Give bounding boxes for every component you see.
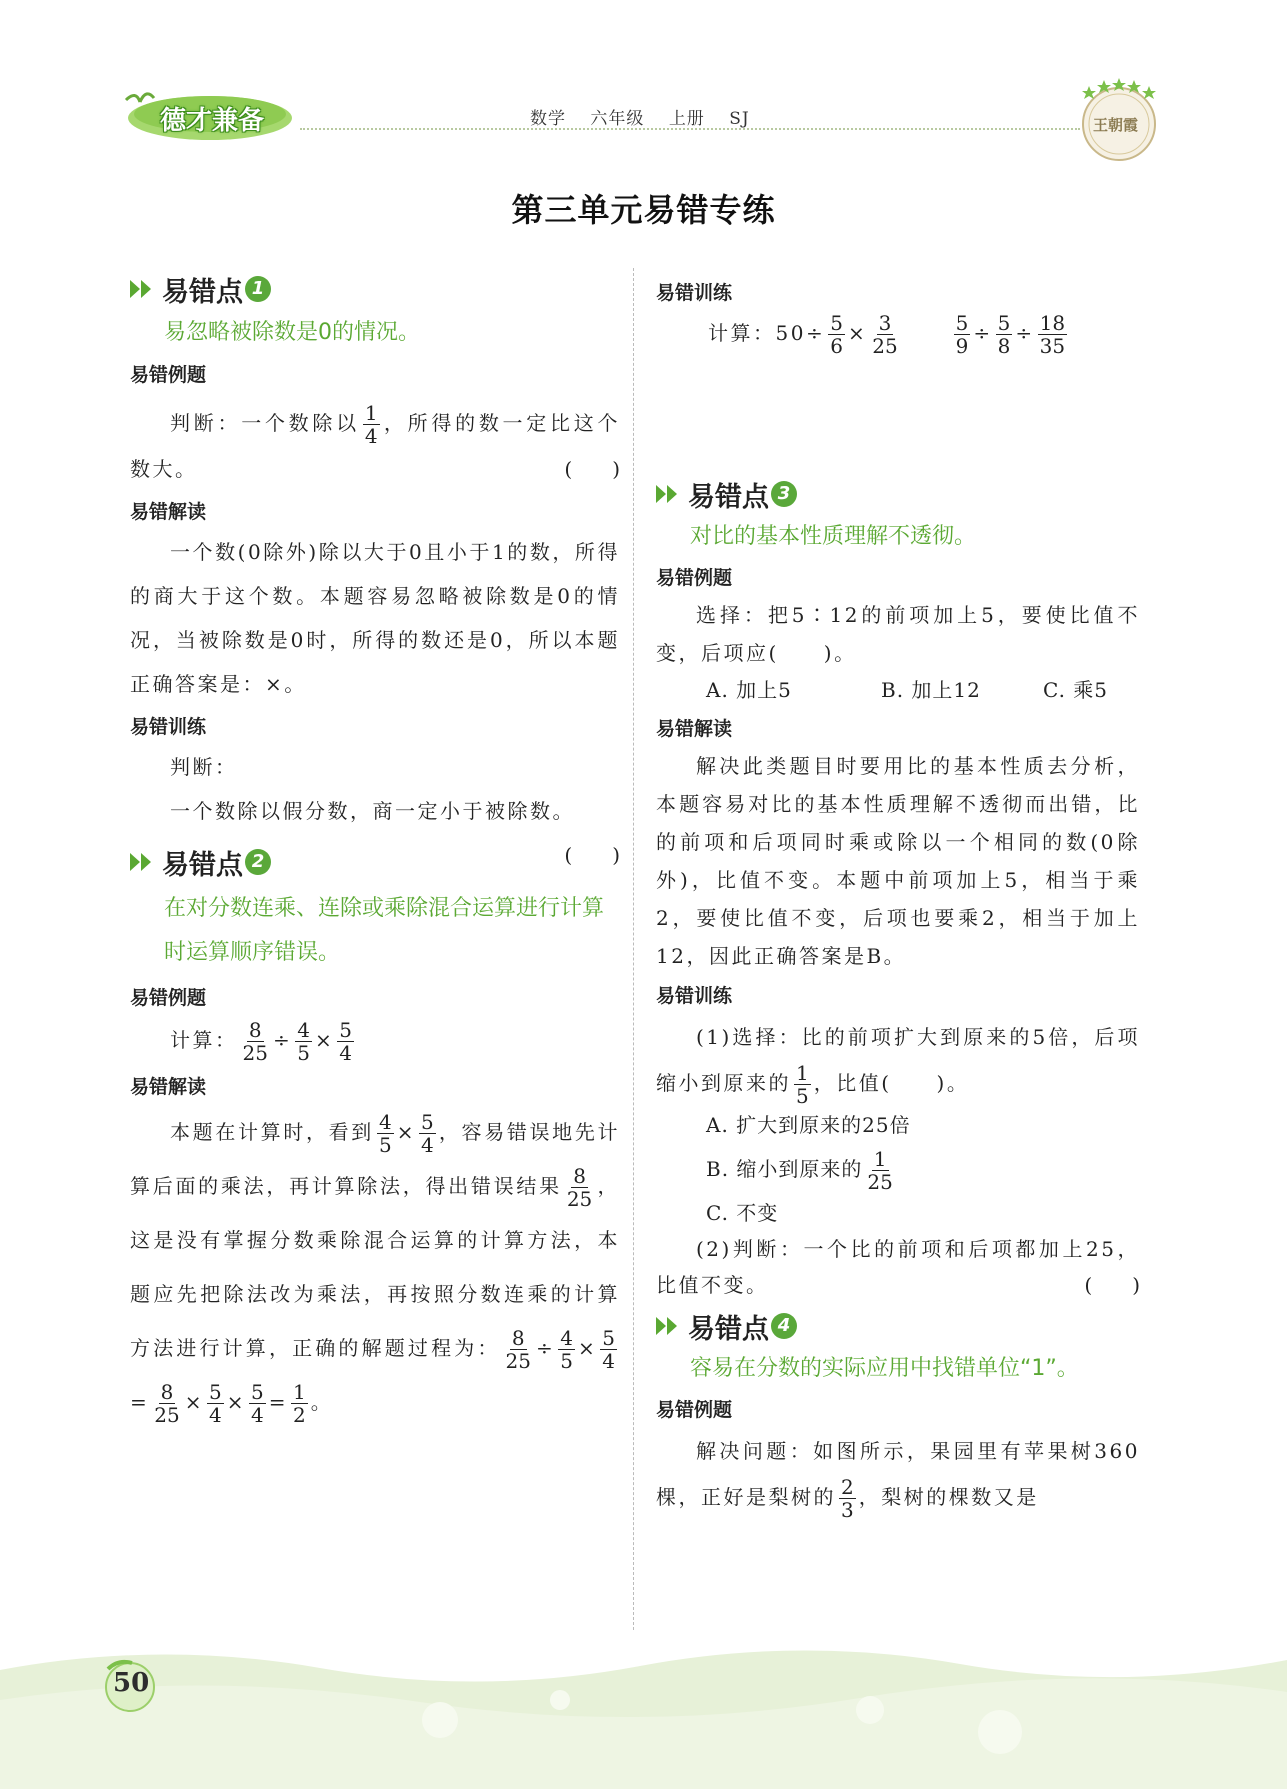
train1-option-c: C. 不变 [706,1201,779,1225]
example-label: 易错例题 [656,567,733,589]
train1-option-a: A. 扩大到原来的25倍 [706,1113,911,1137]
point-number-badge: 2 [245,849,271,875]
point-number-badge: 4 [771,1313,797,1339]
point4-example: 解决问题：如图所示，果园里有苹果树360棵，正好是梨树的 $\frac{2}{3}$ ，梨树的棵数又是 [656,1439,1140,1522]
seal-logo [1075,76,1163,164]
double-arrow-icon [656,483,682,505]
interpret-label: 易错解读 [130,1076,207,1098]
point1-subtitle: 易忽略被除数是0的情况。 [164,320,420,345]
grade: 六年级 [590,109,645,129]
option-c: C. 乘5 [1043,678,1109,702]
example-label: 易错例题 [130,364,207,386]
point3-interpret: 解决此类题目时要用比的基本性质去分析，本题容易对比的基本性质理解不透彻而出错，比的前项和后项同时乘或除以一个相同的数(0除外)，比值不变。本题中前项加上5，相当于乘2，要使比值不变，后项也要乘2，相当于加上12，因此正确答案是B。 [656,754,1140,968]
right-training-calc: 计算：50÷ $\frac{5}{6}$ × $\frac{3}{25}$ $\frac{5}{9}$ ÷ $\frac{5}{8}$ ÷ $\frac{18}{35}$ [708,311,1066,358]
point-label: 易错点 [162,849,243,881]
point3-subtitle: 对比的基本性质理解不透彻。 [690,524,977,549]
header-info [530,104,768,129]
point3-example: 选择：把5∶12的前项加上5，要使比值不变，后项应( )。 [656,603,1140,665]
point3-train1: (1)选择：比的前项扩大到原来的5倍，后项缩小到原来的 $\frac{1}{5}$ ，比值( )。 [656,1025,1140,1108]
example-label: 易错例题 [130,987,207,1009]
point2-example: 计算： $\frac{8}{25}$ ÷ $\frac{4}{5}$ × $\frac{5}{4}$ [170,1018,352,1065]
point2-interpret: 本题在计算时，看到 $\frac{4}{5}$ × $\frac{5}{4}$ ，容易错误地先计算后面的乘法，再计算除法，得出错误结果 $\frac{8}{25}$ ，这是没有掌握分数乘除混合运算的计算方法，本题应先把除法改为乘法，再按照分数连乘的计算方法进行计算，正确的解题过程为： $\frac{8}{25}$ ÷ $\frac{4}{5}$ × $\frac{5}{4}$ = $\frac{8}{25}$ × $\frac{5}{4}$ × $\frac{5}{4}$ = $\frac{1}{2}$ 。 [130,1110,621,1427]
double-arrow-icon [656,1315,682,1337]
answer-blank: ( ) [564,457,620,481]
point-number-badge: 3 [771,481,797,507]
bottom-wave [0,1640,1287,1789]
training-label: 易错训练 [656,282,733,304]
training-label: 易错训练 [656,985,733,1007]
point2-subtitle: 在对分数连乘、连除或乘除混合运算进行计算时运算顺序错误。 [164,896,605,965]
point3-options [706,672,1140,708]
point2-heading [130,843,524,881]
volume: 上册 [668,109,705,129]
right-column [656,278,1140,1521]
training-label: 易错训练 [130,716,207,738]
page-number: 50 [113,1668,150,1698]
point-label: 易错点 [162,276,243,308]
double-arrow-icon [130,851,156,873]
point-label: 易错点 [688,1313,769,1345]
double-arrow-icon [130,278,156,300]
option-b: B. 加上12 [881,678,981,702]
train1-option-b: B. 缩小到原来的 $\frac{1}{25}$ [706,1147,893,1194]
point4-heading [656,1307,1140,1345]
point1-train-intro: 判断： [170,755,238,779]
point3-heading [656,475,1140,513]
example-label: 易错例题 [656,1399,733,1421]
brand-name: 德才兼备 [160,106,265,136]
point1-heading [130,270,620,308]
column-divider [633,268,634,1630]
edition: SJ [729,109,750,129]
point1-example: 判断：一个数除以 $\frac{1}{4}$ ，所得的数一定比这个数大。 ( ) [130,401,620,491]
subject: 数学 [530,109,566,129]
option-a: A. 加上5 [706,678,792,702]
point1-train-question: 一个数除以假分数，商一定小于被除数。 ( ) [130,789,620,833]
answer-blank: ( ) [564,843,620,867]
point-label: 易错点 [688,481,769,513]
seal-text: 王朝霞 [1093,116,1139,134]
page-title: 第三单元易错专练 [511,191,776,229]
point3-train2: (2)判断：一个比的前项和后项都加上25，比值不变。 ( ) [656,1231,1140,1303]
fraction: $\frac{1}{4}$ [364,401,378,448]
answer-blank: ( ) [1084,1273,1140,1297]
point1-interpret: 一个数(0除外)除以大于0且小于1的数，所得的商大于这个数。本题容易忽略被除数是0的情况，当被除数是0时，所得的数还是0，所以本题正确答案是：×。 [130,540,620,696]
point4-subtitle: 容易在分数的实际应用中找错单位“1”。 [690,1356,1079,1381]
point-number-badge: 1 [245,276,271,302]
left-column [130,270,620,1429]
interpret-label: 易错解读 [656,718,733,740]
interpret-label: 易错解读 [130,501,207,523]
